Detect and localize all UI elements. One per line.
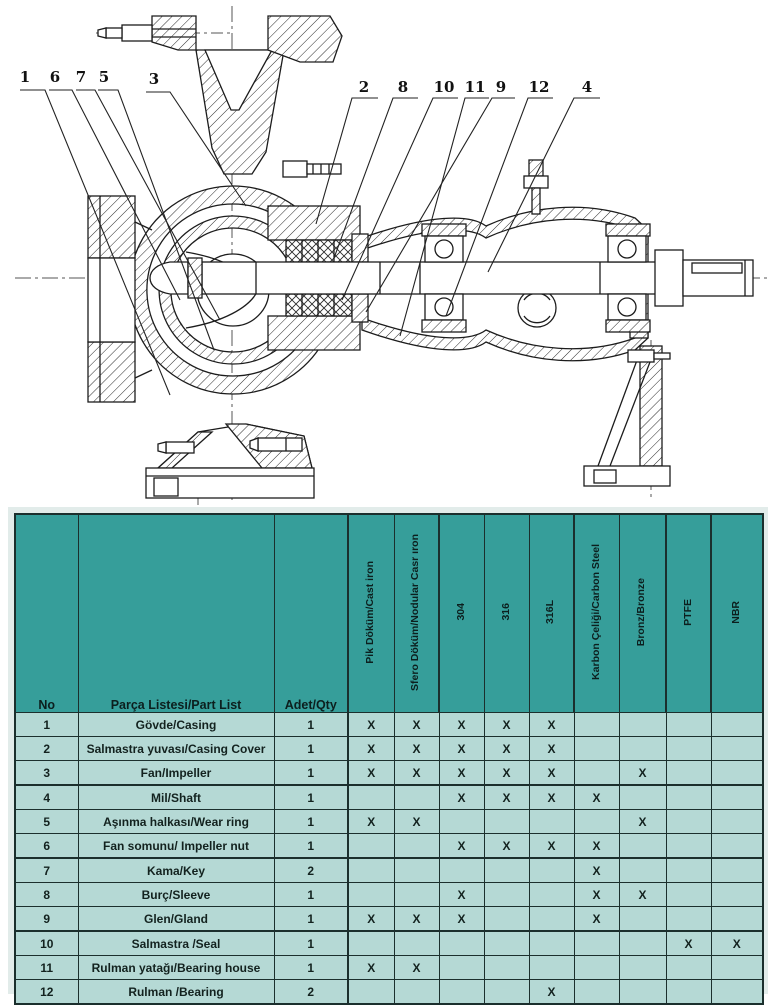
cell-material-mark: [666, 858, 711, 883]
col-header-no: No: [15, 514, 78, 713]
cell-material-mark: X: [439, 883, 484, 907]
cell-part: Fan/Impeller: [78, 761, 274, 786]
cell-material-mark: [711, 956, 763, 980]
cell-no: 3: [15, 761, 78, 786]
cell-part: Aşınma halkası/Wear ring: [78, 810, 274, 834]
cell-material-mark: [348, 785, 394, 810]
cell-material-mark: [348, 883, 394, 907]
cell-material-mark: X: [574, 785, 619, 810]
cell-material-mark: [619, 858, 666, 883]
cell-material-mark: [394, 785, 439, 810]
cell-material-mark: [439, 858, 484, 883]
cell-material-mark: [574, 761, 619, 786]
cell-material-mark: X: [439, 713, 484, 737]
cell-material-mark: X: [574, 858, 619, 883]
cell-material-mark: X: [484, 713, 529, 737]
col-header-material-karbon: Karbon Çeliği/Carbon Steel: [574, 514, 619, 713]
part-callout-12: 12: [528, 78, 550, 96]
cell-qty: 2: [274, 980, 348, 1005]
cell-material-mark: X: [484, 761, 529, 786]
table-row: [15, 980, 763, 1005]
cell-material-mark: X: [529, 834, 574, 859]
cell-qty: 1: [274, 883, 348, 907]
cell-material-mark: [348, 858, 394, 883]
cell-material-mark: X: [439, 785, 484, 810]
cell-no: 10: [15, 931, 78, 956]
cell-material-mark: [666, 834, 711, 859]
part-callout-11: 11: [464, 78, 486, 96]
cell-material-mark: [574, 713, 619, 737]
part-callout-5: 5: [98, 68, 110, 86]
col-header-material-bronz: Bronz/Bronze: [619, 514, 666, 713]
cell-material-mark: X: [394, 907, 439, 932]
cell-material-mark: [529, 883, 574, 907]
cell-material-mark: X: [394, 713, 439, 737]
cell-material-mark: [529, 810, 574, 834]
cell-material-mark: X: [439, 737, 484, 761]
cell-material-mark: X: [348, 907, 394, 932]
cell-material-mark: X: [619, 810, 666, 834]
cell-material-mark: [666, 956, 711, 980]
part-callout-6: 6: [49, 68, 61, 86]
cell-material-mark: [484, 931, 529, 956]
col-header-material-316l: 316L: [529, 514, 574, 713]
table-row: [15, 931, 763, 956]
cell-material-mark: [439, 931, 484, 956]
cell-part: Burç/Sleeve: [78, 883, 274, 907]
cell-material-mark: X: [619, 883, 666, 907]
cell-material-mark: X: [348, 737, 394, 761]
part-callout-1: 1: [19, 68, 31, 86]
cell-material-mark: [666, 907, 711, 932]
cell-material-mark: [619, 785, 666, 810]
cell-material-mark: [574, 737, 619, 761]
cell-material-mark: [574, 980, 619, 1005]
cell-material-mark: X: [529, 785, 574, 810]
cell-part: Rulman yatağı/Bearing house: [78, 956, 274, 980]
cell-material-mark: [394, 980, 439, 1005]
cell-no: 12: [15, 980, 78, 1005]
cell-material-mark: [666, 980, 711, 1005]
cell-material-mark: [711, 858, 763, 883]
part-callout-4: 4: [581, 78, 593, 96]
cell-material-mark: X: [348, 810, 394, 834]
col-header-material-sfero: Sfero Döküm/Nodular Casr ıron: [394, 514, 439, 713]
part-callout-10: 10: [433, 78, 455, 96]
cell-material-mark: X: [711, 931, 763, 956]
cell-part: Glen/Gland: [78, 907, 274, 932]
cell-no: 11: [15, 956, 78, 980]
cell-material-mark: X: [574, 907, 619, 932]
col-header-material-ptfe: PTFE: [666, 514, 711, 713]
cell-material-mark: X: [439, 907, 484, 932]
cell-material-mark: X: [484, 834, 529, 859]
cell-material-mark: [394, 883, 439, 907]
col-header-part: Parça Listesi/Part List: [78, 514, 274, 713]
cell-material-mark: [484, 883, 529, 907]
table-row: [15, 785, 763, 810]
cell-material-mark: X: [529, 980, 574, 1005]
cell-no: 1: [15, 713, 78, 737]
cell-material-mark: X: [394, 761, 439, 786]
cell-material-mark: X: [666, 931, 711, 956]
cell-no: 5: [15, 810, 78, 834]
cell-material-mark: X: [574, 883, 619, 907]
cell-no: 2: [15, 737, 78, 761]
cell-material-mark: X: [348, 761, 394, 786]
cell-material-mark: [711, 980, 763, 1005]
cell-material-mark: [711, 713, 763, 737]
cell-material-mark: X: [574, 834, 619, 859]
cell-material-mark: [619, 980, 666, 1005]
cell-material-mark: [439, 956, 484, 980]
cell-material-mark: [666, 810, 711, 834]
cell-qty: 2: [274, 858, 348, 883]
cell-qty: 1: [274, 834, 348, 859]
cell-part: Fan somunu/ Impeller nut: [78, 834, 274, 859]
table-row: [15, 713, 763, 737]
cell-no: 6: [15, 834, 78, 859]
cell-qty: 1: [274, 785, 348, 810]
table-row: [15, 737, 763, 761]
cell-material-mark: X: [484, 737, 529, 761]
table-row: [15, 956, 763, 980]
cell-material-mark: [711, 907, 763, 932]
cell-material-mark: X: [529, 737, 574, 761]
cell-material-mark: [666, 713, 711, 737]
cell-material-mark: X: [348, 713, 394, 737]
cell-material-mark: X: [529, 761, 574, 786]
cell-no: 8: [15, 883, 78, 907]
table-row: [15, 834, 763, 859]
col-header-material-pik: Pik Döküm/Cast iron: [348, 514, 394, 713]
cell-material-mark: X: [529, 713, 574, 737]
cell-material-mark: [529, 858, 574, 883]
cell-material-mark: [574, 931, 619, 956]
cell-material-mark: [529, 956, 574, 980]
parts-table-panel: [8, 507, 768, 999]
cell-material-mark: [484, 956, 529, 980]
cell-material-mark: [394, 834, 439, 859]
cell-material-mark: [394, 858, 439, 883]
cell-part: Mil/Shaft: [78, 785, 274, 810]
cell-material-mark: X: [439, 761, 484, 786]
cell-material-mark: [574, 956, 619, 980]
cell-material-mark: X: [619, 761, 666, 786]
cell-part: Rulman /Bearing: [78, 980, 274, 1005]
cell-qty: 1: [274, 713, 348, 737]
cell-material-mark: [529, 907, 574, 932]
cell-material-mark: [484, 907, 529, 932]
cell-qty: 1: [274, 931, 348, 956]
cell-material-mark: [484, 980, 529, 1005]
parts-table-body: [15, 713, 763, 1005]
cell-material-mark: [711, 810, 763, 834]
col-header-material-316: 316: [484, 514, 529, 713]
cell-material-mark: [348, 834, 394, 859]
cell-material-mark: [619, 737, 666, 761]
col-header-material-304: 304: [439, 514, 484, 713]
col-header-material-nbr: NBR: [711, 514, 763, 713]
cell-material-mark: [711, 761, 763, 786]
cell-material-mark: [619, 931, 666, 956]
cell-material-mark: X: [348, 956, 394, 980]
cell-material-mark: [619, 713, 666, 737]
cell-part: Gövde/Casing: [78, 713, 274, 737]
cell-material-mark: [348, 931, 394, 956]
cell-material-mark: [574, 810, 619, 834]
cell-no: 9: [15, 907, 78, 932]
cell-material-mark: [711, 785, 763, 810]
cell-qty: 1: [274, 810, 348, 834]
cell-material-mark: [439, 810, 484, 834]
table-row: [15, 761, 763, 786]
part-callout-7: 7: [75, 68, 87, 86]
cell-material-mark: X: [484, 785, 529, 810]
part-callout-2: 2: [358, 78, 370, 96]
cell-part: Kama/Key: [78, 858, 274, 883]
cell-material-mark: [711, 834, 763, 859]
part-callout-3: 3: [148, 70, 160, 88]
cell-no: 4: [15, 785, 78, 810]
cell-material-mark: [666, 761, 711, 786]
parts-table: [14, 513, 764, 1005]
cell-no: 7: [15, 858, 78, 883]
table-header-row: [15, 514, 763, 713]
cell-material-mark: [666, 785, 711, 810]
cell-qty: 1: [274, 761, 348, 786]
cell-qty: 1: [274, 907, 348, 932]
cell-material-mark: [439, 980, 484, 1005]
part-callout-9: 9: [495, 78, 507, 96]
table-row: [15, 883, 763, 907]
cell-material-mark: [348, 980, 394, 1005]
cell-material-mark: X: [394, 810, 439, 834]
col-header-qty: Adet/Qty: [274, 514, 348, 713]
cell-material-mark: X: [394, 737, 439, 761]
cell-part: Salmastra /Seal: [78, 931, 274, 956]
cell-material-mark: [711, 883, 763, 907]
table-row: [15, 907, 763, 932]
cell-material-mark: X: [439, 834, 484, 859]
cell-material-mark: [619, 834, 666, 859]
cell-qty: 1: [274, 737, 348, 761]
cell-material-mark: [484, 810, 529, 834]
part-callout-8: 8: [397, 78, 409, 96]
cell-material-mark: [394, 931, 439, 956]
cell-material-mark: [711, 737, 763, 761]
table-row: [15, 858, 763, 883]
cell-material-mark: X: [394, 956, 439, 980]
cell-material-mark: [666, 737, 711, 761]
cell-part: Salmastra yuvası/Casing Cover: [78, 737, 274, 761]
cell-material-mark: [529, 931, 574, 956]
cell-material-mark: [666, 883, 711, 907]
cell-material-mark: [619, 956, 666, 980]
cell-qty: 1: [274, 956, 348, 980]
table-row: [15, 810, 763, 834]
cell-material-mark: [484, 858, 529, 883]
cell-material-mark: [619, 907, 666, 932]
